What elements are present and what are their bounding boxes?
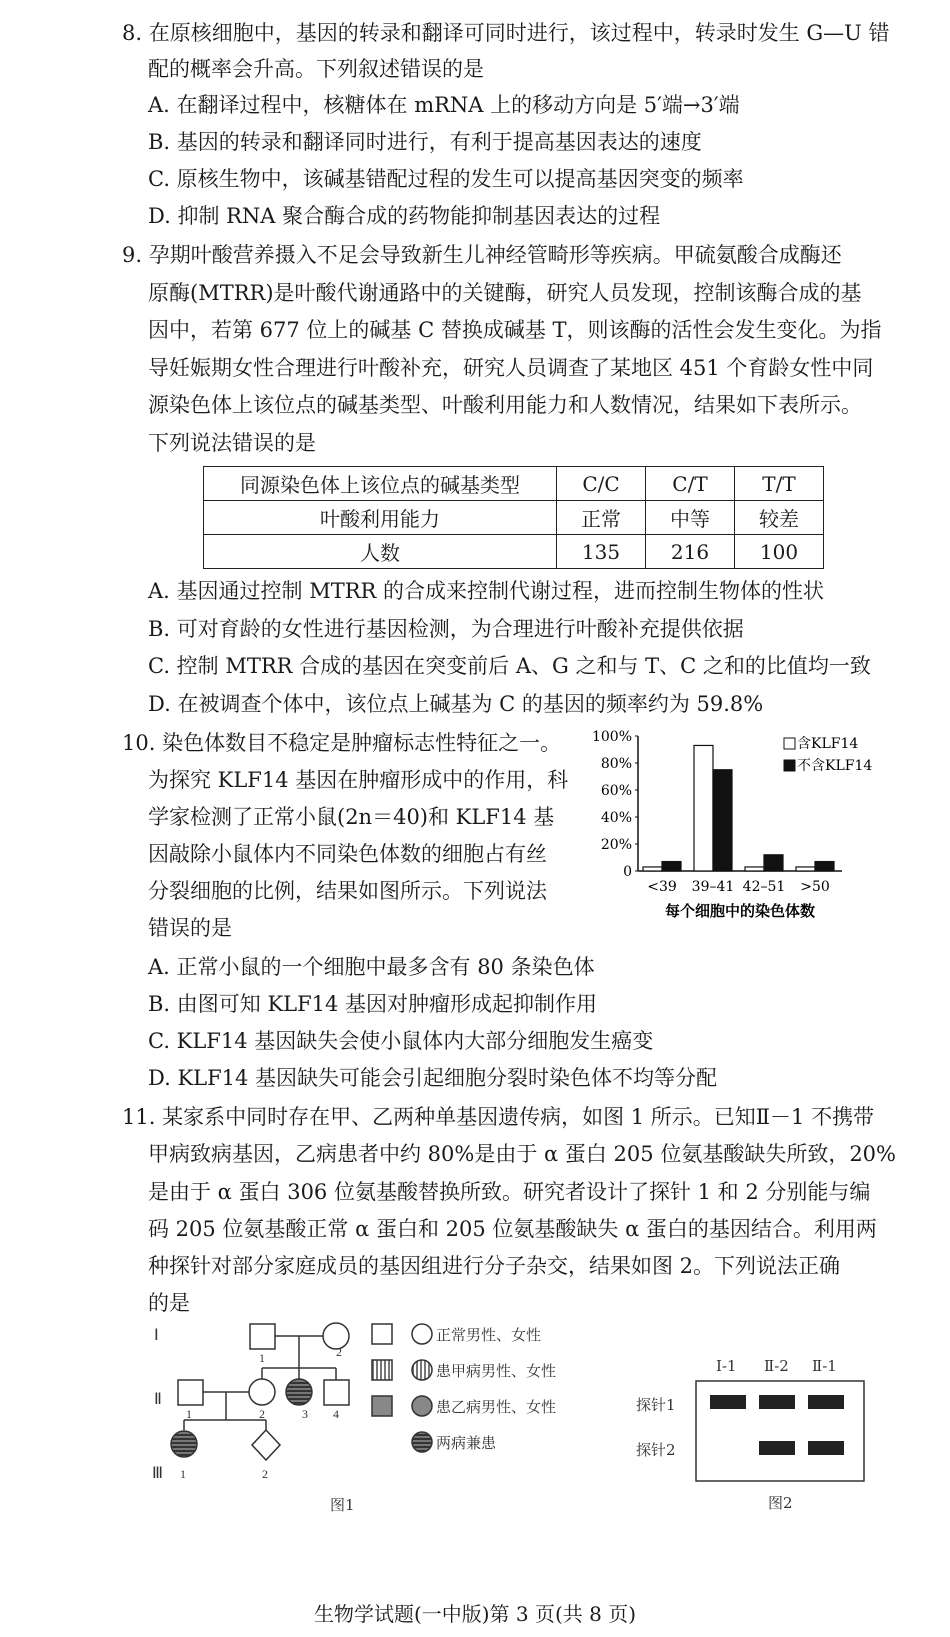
y-tick-label: 40% bbox=[600, 810, 632, 826]
q8-option-b: B. 基因的转录和翻译同时进行，有利于提高基因表达的速度 bbox=[148, 130, 702, 154]
q10-option-a: A. 正常小鼠的一个细胞中最多含有 80 条染色体 bbox=[148, 955, 595, 979]
table-cell: 人数 bbox=[204, 535, 557, 569]
q10-option-d: D. KLF14 基因缺失可能会引起细胞分裂时染色体不均等分配 bbox=[148, 1066, 718, 1090]
pedigree-number: 1 bbox=[186, 1407, 192, 1421]
q10-stem-line1: 10. 染色体数目不稳定是肿瘤标志性特征之一。 bbox=[122, 731, 562, 755]
q9-option-d: D. 在被调查个体中，该位点上碱基为 C 的基因的频率约为 59.8% bbox=[148, 692, 764, 716]
chart-legend bbox=[784, 736, 872, 774]
y-tick-label: 20% bbox=[600, 837, 632, 853]
q9-data-table bbox=[203, 466, 824, 569]
chart-axes bbox=[638, 736, 842, 871]
band-probe2-II-2 bbox=[759, 1441, 795, 1455]
bar-without-klf14 bbox=[713, 770, 732, 871]
pedigree-II-2-female bbox=[249, 1379, 275, 1405]
legend-disease-b-female-icon bbox=[412, 1396, 432, 1416]
q8-stem-line2: 配的概率会升高。下列叙述错误的是 bbox=[148, 57, 484, 81]
pedigree-number: 1 bbox=[180, 1467, 186, 1481]
pedigree-III-1-female-affected bbox=[171, 1431, 197, 1457]
legend-disease-a-male-icon bbox=[372, 1360, 392, 1380]
table-cell: 正常 bbox=[557, 501, 646, 535]
x-tick-label: 42–51 bbox=[742, 879, 786, 895]
pedigree-number: 2 bbox=[336, 1345, 342, 1359]
bar-without-klf14 bbox=[662, 862, 681, 871]
generation-label-3: Ⅲ bbox=[152, 1465, 164, 1482]
y-tick-label: 60% bbox=[600, 783, 632, 799]
figure2-caption: 图2 bbox=[768, 1494, 793, 1512]
figure1-caption: 图1 bbox=[330, 1496, 355, 1514]
q9-stem-line6: 下列说法错误的是 bbox=[148, 431, 316, 455]
pedigree-number: 2 bbox=[262, 1467, 268, 1481]
bar-with-klf14 bbox=[745, 867, 764, 871]
legend-disease-b-male-icon bbox=[372, 1396, 392, 1416]
q9-option-a: A. 基因通过控制 MTRR 的合成来控制代谢过程，进而控制生物体的性状 bbox=[148, 579, 824, 603]
pedigree-II-3-female-affected bbox=[286, 1379, 312, 1405]
x-tick-label: >50 bbox=[800, 879, 830, 895]
legend-normal-female-icon bbox=[412, 1324, 432, 1344]
y-tick-label: 0 bbox=[623, 864, 632, 880]
pedigree-II-4-male bbox=[324, 1380, 349, 1405]
table-cell: 100 bbox=[735, 535, 824, 569]
x-axis-label: 每个细胞中的染色体数 bbox=[664, 902, 816, 920]
column-label-II-2: Ⅱ-2 bbox=[764, 1357, 789, 1375]
table-row bbox=[204, 535, 824, 569]
pedigree-III-2-unknown-sex bbox=[252, 1430, 280, 1460]
x-tick-label: <39 bbox=[647, 879, 677, 895]
q11-stem-line3: 是由于 α 蛋白 306 位氨基酸替换所致。研究者设计了探针 1 和 2 分别能与编 bbox=[148, 1180, 871, 1204]
bar-with-klf14 bbox=[694, 745, 713, 871]
pedigree-figure bbox=[140, 1318, 610, 1528]
band-probe1-II-2 bbox=[759, 1395, 795, 1409]
q9-option-b: B. 可对育龄的女性进行基因检测，为合理进行叶酸补充提供依据 bbox=[148, 617, 744, 641]
legend-label-without-klf14: 不含KLF14 bbox=[797, 758, 873, 774]
pedigree-number: 3 bbox=[302, 1407, 308, 1421]
bar-with-klf14 bbox=[643, 867, 662, 871]
pedigree-number: 2 bbox=[259, 1407, 265, 1421]
pedigree-number: 4 bbox=[333, 1407, 339, 1421]
page-footer: 生物学试题(一中版)第 3 页(共 8 页) bbox=[313, 1602, 637, 1626]
table-cell: 叶酸利用能力 bbox=[204, 501, 557, 535]
q8-option-a: A. 在翻译过程中，核糖体在 mRNA 上的移动方向是 5′端→3′端 bbox=[148, 93, 740, 117]
table-cell: 较差 bbox=[735, 501, 824, 535]
legend-normal-male-icon bbox=[372, 1324, 392, 1344]
legend-label-with-klf14: 含KLF14 bbox=[797, 736, 859, 752]
legend-disease-a-label: 患甲病男性、女性 bbox=[436, 1362, 557, 1380]
legend-both-label: 两病兼患 bbox=[436, 1434, 497, 1452]
q11-stem-line4: 码 205 位氨基酸正常 α 蛋白和 205 位氨基酸缺失 α 蛋白的基因结合。利用两 bbox=[148, 1217, 877, 1241]
table-row bbox=[204, 501, 824, 535]
legend-both-diseases-icon bbox=[412, 1432, 432, 1452]
y-tick-label: 80% bbox=[600, 756, 632, 772]
q10-stem-line6: 错误的是 bbox=[148, 916, 232, 940]
q11-stem-line6: 的是 bbox=[148, 1291, 190, 1315]
q9-option-c: C. 控制 MTRR 合成的基因在突变前后 A、G 之和与 T、C 之和的比值均一致 bbox=[148, 654, 871, 678]
q10-stem-line5: 分裂细胞的比例，结果如图所示。下列说法 bbox=[148, 879, 547, 903]
legend-disease-b-label: 患乙病男性、女性 bbox=[436, 1398, 557, 1416]
band-probe1-I-1 bbox=[710, 1395, 746, 1409]
hybridization-figure bbox=[636, 1355, 876, 1525]
column-label-II-1: Ⅱ-1 bbox=[812, 1357, 837, 1375]
legend-disease-a-female-icon bbox=[412, 1360, 432, 1380]
q10-option-b: B. 由图可知 KLF14 基因对肿瘤形成起抑制作用 bbox=[148, 992, 598, 1016]
q10-option-c: C. KLF14 基因缺失会使小鼠体内大部分细胞发生癌变 bbox=[148, 1029, 654, 1053]
q9-stem-line4: 导妊娠期女性合理进行叶酸补充，研究人员调查了某地区 451 个育龄女性中同 bbox=[148, 356, 874, 380]
table-cell: C/T bbox=[646, 467, 735, 501]
q9-stem-line3: 因中，若第 677 位上的碱基 C 替换成碱基 T，则该酶的活性会发生变化。为指 bbox=[148, 318, 882, 342]
bar-with-klf14 bbox=[796, 867, 815, 871]
table-cell: 中等 bbox=[646, 501, 735, 535]
y-tick-label: 100% bbox=[591, 729, 632, 745]
generation-label-1: Ⅰ bbox=[154, 1327, 159, 1344]
column-label-I-1: Ⅰ-1 bbox=[716, 1357, 737, 1375]
pedigree-number: 1 bbox=[259, 1351, 265, 1365]
probe2-label: 探针2 bbox=[636, 1441, 676, 1459]
q11-stem-line1: 11. 某家系中同时存在甲、乙两种单基因遗传病，如图 1 所示。已知Ⅱ－1 不携带 bbox=[122, 1105, 875, 1129]
q8-option-c: C. 原核生物中，该碱基错配过程的发生可以提高基因突变的频率 bbox=[148, 167, 744, 191]
pedigree-II-1-male bbox=[178, 1380, 203, 1405]
q8-stem-line1: 8. 在原核细胞中，基因的转录和翻译可同时进行，该过程中，转录时发生 G—U 错 bbox=[122, 21, 890, 45]
q8-option-d: D. 抑制 RNA 聚合酶合成的药物能抑制基因表达的过程 bbox=[148, 204, 661, 228]
generation-label-2: Ⅱ bbox=[154, 1391, 162, 1408]
table-cell: T/T bbox=[735, 467, 824, 501]
table-cell: 216 bbox=[646, 535, 735, 569]
table-row bbox=[204, 467, 824, 501]
table-cell: 135 bbox=[557, 535, 646, 569]
q10-stem-line2: 为探究 KLF14 基因在肿瘤形成中的作用，科 bbox=[148, 768, 569, 792]
band-probe2-II-1 bbox=[808, 1441, 844, 1455]
table-cell: 同源染色体上该位点的碱基类型 bbox=[204, 467, 557, 501]
q9-stem-line5: 源染色体上该位点的碱基类型、叶酸利用能力和人数情况，结果如下表所示。 bbox=[148, 393, 862, 417]
x-tick-label: 39–41 bbox=[691, 879, 735, 895]
band-probe1-II-1 bbox=[808, 1395, 844, 1409]
q11-stem-line2: 甲病致病基因，乙病患者中约 80%是由于 α 蛋白 205 位氨基酸缺失所致，20% bbox=[148, 1142, 896, 1166]
legend-swatch-with-klf14 bbox=[784, 738, 795, 749]
legend-normal-label: 正常男性、女性 bbox=[436, 1326, 542, 1344]
q9-stem-line1: 9. 孕期叶酸营养摄入不足会导致新生儿神经管畸形等疾病。甲硫氨酸合成酶还 bbox=[122, 243, 842, 267]
q11-stem-line5: 种探针对部分家庭成员的基因组进行分子杂交，结果如图 2。下列说法正确 bbox=[148, 1254, 841, 1278]
probe1-label: 探针1 bbox=[636, 1396, 676, 1414]
chromosome-bar-chart bbox=[591, 726, 898, 926]
legend-swatch-without-klf14 bbox=[784, 760, 795, 771]
x-tick-labels bbox=[647, 879, 830, 895]
q10-stem-line4: 因敲除小鼠体内不同染色体数的细胞占有丝 bbox=[148, 842, 547, 866]
table-cell: C/C bbox=[557, 467, 646, 501]
bar-without-klf14 bbox=[764, 855, 783, 871]
bar-without-klf14 bbox=[815, 862, 834, 871]
q9-stem-line2: 原酶(MTRR)是叶酸代谢通路中的关键酶，研究人员发现，控制该酶合成的基 bbox=[148, 281, 862, 305]
pedigree-I-1-male bbox=[250, 1324, 275, 1349]
y-tick-labels bbox=[592, 729, 638, 880]
q10-stem-line3: 学家检测了正常小鼠(2n＝40)和 KLF14 基 bbox=[148, 805, 555, 829]
